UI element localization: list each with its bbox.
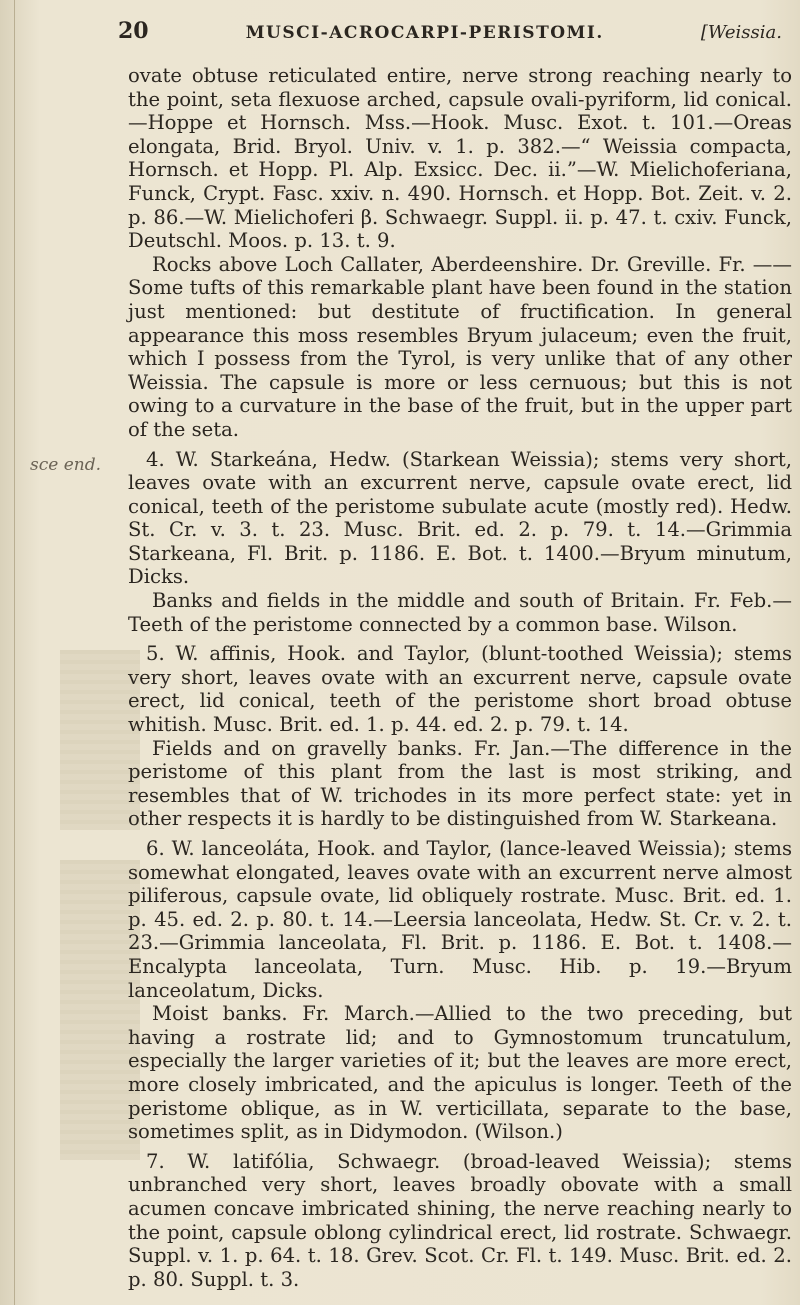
running-title: MUSCI-ACROCARPI-PERISTOMI. <box>245 23 604 43</box>
page-gutter <box>14 0 15 1305</box>
species-entry-6: 6. W. lanceoláta, Hook. and Taylor, (lance-leaved Weissia); stems somewhat elongated, leaves ovate with an excurrent nerve almost piliferous, capsule ovate, lid obliquely rostrate. Musc. Brit. ed. 1. p. 45. ed. 2. p. 80. t. 14.—Leersia lanceolata, Hedw. St. Cr. v. 2. t. 23.—Grimmia lanceolata, Fl. Brit. p. 1186. E. Bot. t. 1408.—Encalypta lanceolata, Turn. Musc. Hib. p. 19.—Bryum lanceolatum, Dicks. <box>128 837 792 1002</box>
paragraph-continuation: ovate obtuse reticulated entire, nerve strong reaching nearly to the point, seta flexuose arched, capsule ovali-pyriform, lid conical.—Hoppe et Hornsch. Mss.—Hook. Musc. Exot. t. 101.—Oreas elongata, Brid. Bryol. Univ. v. 1. p. 382.—“ Weissia compacta, Hornsch. et Hopp. Pl. Alp. Exsicc. Dec. ii.”—W. Mielichoferiana, Funck, Crypt. Fasc. xxiv. n. 490. Hornsch. et Hopp. Bot. Zeit. v. 2. p. 86.—W. Mielichoferi β. Schwaegr. Suppl. ii. p. 47. t. cxiv. Funck, Deutschl. Moos. p. 13. t. 9. <box>128 64 792 253</box>
page-number: 20 <box>118 18 149 44</box>
page-body <box>128 64 792 1291</box>
species-entry-5: 5. W. affinis, Hook. and Taylor, (blunt-toothed Weissia); stems very short, leaves ovate with an excurrent nerve, capsule ovate erect, lid conical, teeth of the peristome short broad obtuse whitish. Musc. Brit. ed. 1. p. 44. ed. 2. p. 79. t. 14. <box>128 642 792 737</box>
page-header <box>118 18 782 48</box>
section-title: [Weissia. <box>700 22 782 43</box>
paragraph-habitat-6: Moist banks. Fr. March.—Allied to the two preceding, but having a rostrate lid; and to Gymnostomum truncatulum, especially the larger varieties of it; but the leaves are more erect, more closely imbricated, and the apiculus is longer. Teeth of the peristome oblique, as in W. verticillata, separate to the base, sometimes split, as in Didymodon. (Wilson.) <box>128 1002 792 1144</box>
paragraph-habitat-5: Fields and on gravelly banks. Fr. Jan.—The difference in the peristome of this plant from the last is most striking, and resembles that of W. trichodes in its more perfect state: yet in other respects it is hardly to be distinguished from W. Starkeana. <box>128 736 792 831</box>
species-entry-7: 7. W. latifólia, Schwaegr. (broad-leaved Weissia); stems unbranched very short, leaves broadly obovate with a small acumen concave imbricated shining, the nerve reaching nearly to the point, capsule oblong cylindrical erect, lid rostrate. Schwaegr. Suppl. v. 1. p. 64. t. 18. Grev. Scot. Cr. Fl. t. 149. Musc. Brit. ed. 2. p. 80. Suppl. t. 3. <box>128 1149 792 1291</box>
species-entry-4: 4. W. Starkeána, Hedw. (Starkean Weissia); stems very short, leaves ovate with an excurrent nerve, capsule ovate erect, lid conical, teeth of the peristome subulate acute (mostly red). Hedw. St. Cr. v. 3. t. 23. Musc. Brit. ed. 2. p. 79. t. 14.—Grimmia Starkeana, Fl. Brit. p. 1186. E. Bot. t. 1400.—Bryum minutum, Dicks. <box>128 447 792 589</box>
paragraph-habitat-3: Rocks above Loch Callater, Aberdeenshire. Dr. Greville. Fr. —— Some tufts of this remarkable plant have been found in the station just mentioned: but destitute of fructification. In general appearance this moss resembles Bryum julaceum; even the fruit, which I possess from the Tyrol, is very unlike that of any other Weissia. The capsule is more or less cernuous; but this is not owing to a curvature in the base of the fruit, but in the upper part of the seta. <box>128 252 792 441</box>
paragraph-habitat-4: Banks and fields in the middle and south of Britain. Fr. Feb.—Teeth of the peristome connected by a common base. Wilson. <box>128 589 792 636</box>
handwritten-margin-note: sce end. <box>30 455 102 475</box>
